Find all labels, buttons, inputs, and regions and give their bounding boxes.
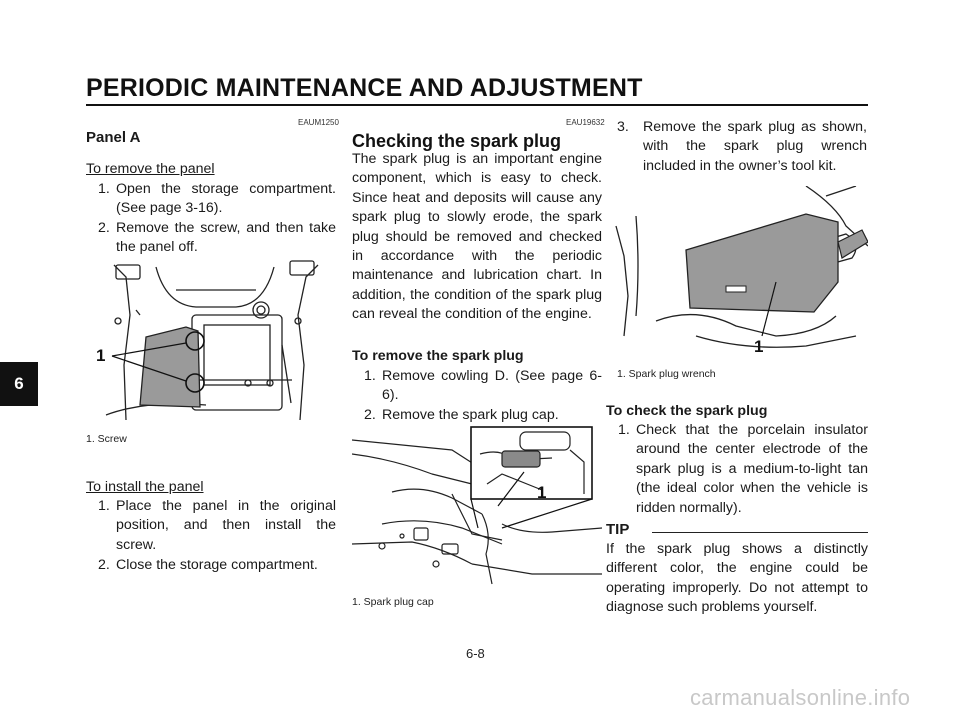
subsection-title: To install the panel [86,479,204,495]
section-code: EAU19632 [566,118,605,127]
figure-callout: 1 [754,337,764,356]
intro-paragraph: The spark plug is an important engine component, which is easy to check. Since heat and deposits will cause any spark plug to slowly erode, the spark plug should be removed and checked in accordance with the periodic maintenance and lubrication chart. In addition, the condition of the spark plug can reveal the condition of the engine. [352,151,602,323]
figure-caption: 1. Spark plug wrench [617,368,716,380]
watermark: carmanualsonline.info [690,685,911,710]
header-divider [86,104,868,106]
list-item: 1. Open the storage compartment. (See page 3-16). [98,181,336,217]
list-item: 2. Remove the screw, and then take the panel off. [98,220,336,256]
figure-callout: 1 [96,346,106,365]
tip-divider [652,532,868,533]
list-item: 1. Check that the porcelain insulator around the center electrode of the spark plug is a medium-to-light tan (the ideal color when the vehicle is ridden normally). [618,422,868,516]
list-item: 1. Place the panel in the original position, and then install the screw. [98,498,336,553]
figure-caption: 1. Spark plug cap [352,596,434,608]
figure-callout: 1 [537,483,547,502]
section-code: EAUM1250 [298,118,339,127]
section-heading: Panel A [86,129,141,146]
list-item: 3. Remove the spark plug as shown, with the spark plug wrench included in the owner’s tool kit. [617,119,867,174]
page-number: 6-8 [466,646,485,661]
figure-caption: 1. Screw [86,433,127,445]
chapter-tab: 6 [0,362,38,406]
page-header-title: PERIODIC MAINTENANCE AND ADJUSTMENT [86,74,643,102]
panel-a-figure [86,255,336,425]
list-item: 1. Remove cowling D. (See page 6-6). [364,368,602,404]
list-item: 2. Close the storage compartment. [98,557,318,573]
list-item: 2. Remove the spark plug cap. [364,407,559,423]
section-heading: Checking the spark plug [352,131,562,151]
subsection-title: To remove the spark plug [352,348,524,364]
subsection-title: To check the spark plug [606,403,768,419]
tip-text: If the spark plug shows a distinctly different color, the engine could be operating improperly. Do not attempt to diagnose such problems yourself. [606,541,868,616]
spark-plug-wrench-figure [606,186,868,358]
spark-plug-cap-figure [352,424,602,589]
subsection-title: To remove the panel [86,161,215,177]
tip-label: TIP [606,521,630,538]
